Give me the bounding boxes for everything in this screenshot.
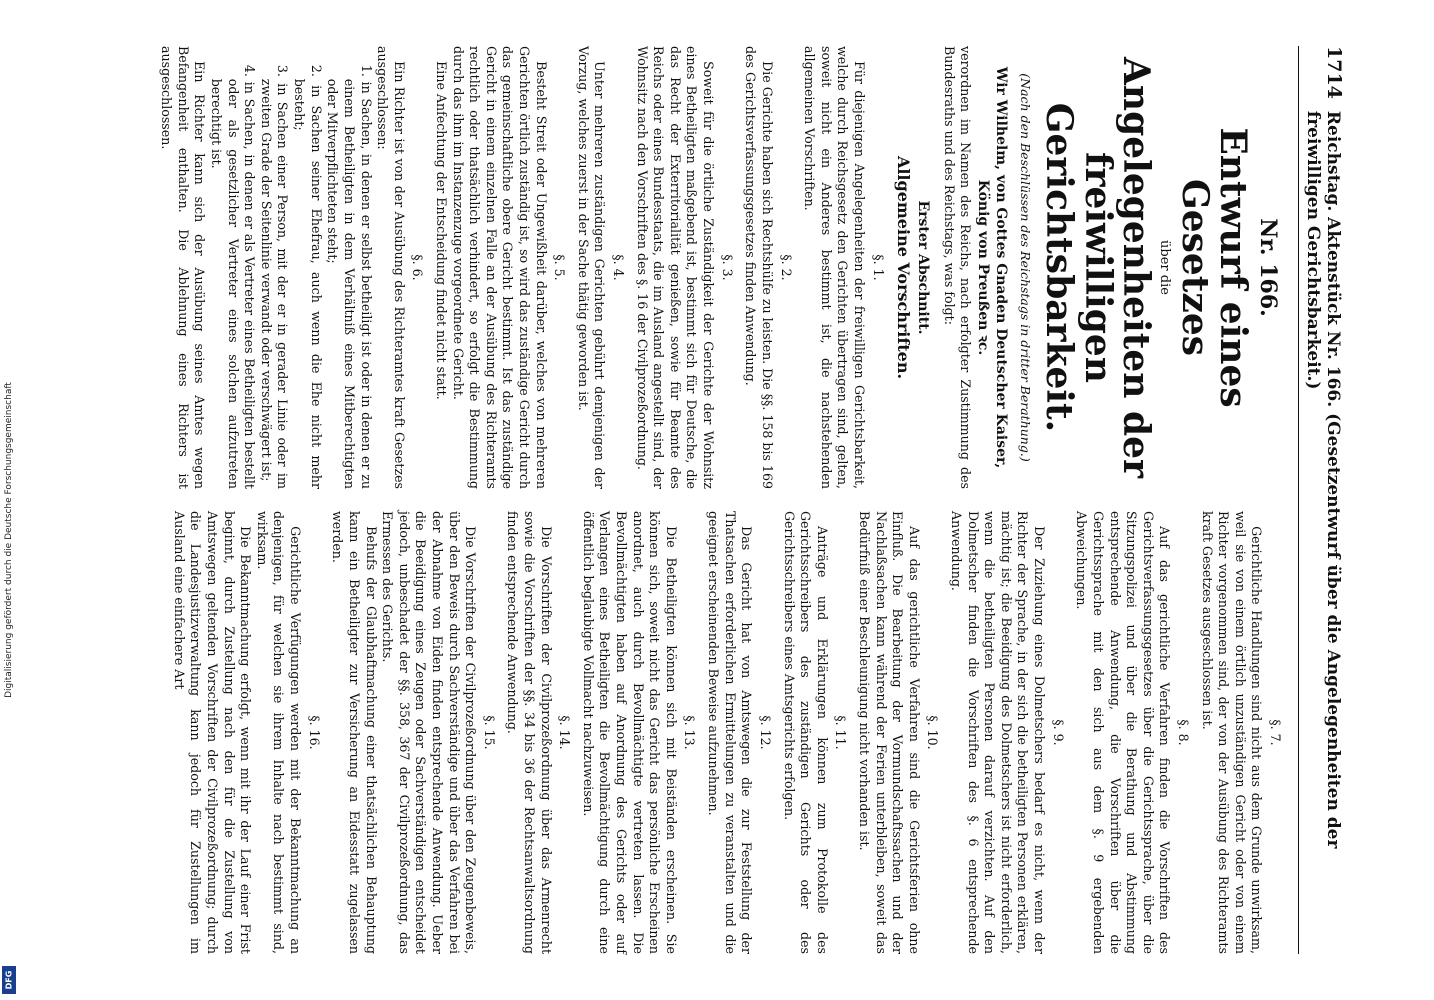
paragraph-text: Die Vorschriften der Civilprozeßordnung über das Armenrecht sowie die Vorschriften der §§. 34 bis 36 der Rechtsanwaltsordnung finden entsprechende Anwendung. xyxy=(505,511,554,954)
paragraph-text: Die Gerichte haben sich Rechtshülfe zu leisten. Die §§. 158 bis 169 des Gerichtsverfassungsgesetzes finden Anwendung. xyxy=(743,46,775,489)
dfg-logo-text: DFG xyxy=(4,970,14,990)
text-columns xyxy=(158,46,1290,954)
list-item: 4. in Sachen, in denen er als Vertreter eines Betheiligten bestellt oder als gesetzlicher Vertreter eines solchen aufzutreten berechtigt ist. xyxy=(209,64,258,489)
paragraph-number: §. 15. xyxy=(481,715,497,750)
paragraph-text: Gerichtliche Handlungen sind nicht aus dem Grunde unwirksam, weil sie von einem örtlich unzuständigen Gericht oder von einem Richter vorgenommen sind, der von der Ausübung des Richteramts kraft Gesetzes ausgeschlossen ist. xyxy=(1199,511,1265,954)
paragraph-text: Unter mehreren zuständigen Gerichten gebührt demjenigen der Vorzug, welches zuerst in der Sache thätig geworden ist. xyxy=(575,46,608,489)
section-heading: Erster Abschnitt. xyxy=(915,200,932,335)
list-item: 3. in Sachen einer Person, mit der er in gerader Linie oder im zweiten Grade der Seitenlinie verwandt oder verschwägert ist; xyxy=(258,64,291,489)
paragraph-number: §. 11. xyxy=(833,715,849,750)
digitization-credit: Digitalisierung gefördert durch die Deutsche Forschungsgemeinschaft xyxy=(4,382,14,698)
paragraph-number: §. 5. xyxy=(552,254,568,281)
paragraph-text: Behufs der Glaubhaftmachung einer thatsächlichen Behauptung kann ein Betheiligter zur Versicherung an Eidesstatt zugelassen werden. xyxy=(330,511,379,954)
paragraph-text: Ein Richter ist von der Ausübung des Richteramtes kraft Gesetzes ausgeschlossen: xyxy=(375,46,407,489)
exclusion-list xyxy=(207,46,373,489)
running-header xyxy=(1298,46,1345,954)
decree-line2: König von Preußen ꝛc. xyxy=(974,179,991,356)
paragraph-text: Soweit für die örtliche Zuständigkeit der Gerichte der Wohnsitz eines Betheiligten maßgebend ist, bestimmt sich für Deutsche, die das Recht der Exterritorialität genießen, sowie für Beamte des Reichs oder eines Bundesstaats, die im Ausland angestellt sind, der Wohnsitz nach den Vorschriften des §. 16 der Civilprozeßordnung. xyxy=(634,46,717,489)
page-number: 1714 xyxy=(1323,46,1345,99)
paragraph-text: Das Gericht hat von Amtswegen die zur Feststellung der Thatsachen erforderlichen Ermittelungen zu veranstalten und die geeignet erscheinenden Beweise aufzunehmen. xyxy=(706,511,755,954)
right-column xyxy=(158,511,1290,954)
paragraph-number: §. 2. xyxy=(778,254,794,281)
paragraph-text: Die Vorschriften der Civilprozeßordnung über den Zeugenbeweis, über den Beweis durch Sachverständige und über das Verfahren bei der Abnahme von Eiden finden entsprechende Anwendung. Ueber die Beeidigung eines Zeugen oder Sachverständigen entscheidet jedoch, unbeschadet der §§. 358, 367 der Civilprozeßordnung, das Ermessen des Gerichts. xyxy=(380,511,479,954)
section-subheading: Allgemeine Vorschriften. xyxy=(893,155,913,380)
left-column xyxy=(158,46,1290,489)
document-title-line2: Angelegenheiten der freiwilligen xyxy=(1077,56,1158,479)
paragraph-text: Besteht Streit oder Ungewißheit darüber, welches von mehreren Gerichten örtlich zuständig ist, so wird das zuständige Gericht durch das gemeinschaftliche obere Gericht bestimmt. Ist das zuständige Gericht in einem einzelnen Falle an der Ausübung des Richteramts rechtlich oder thatsächlich verhindert, so erfolgt die Bestimmung durch das ihm im Instanzenzuge vorgeordnete Gericht. xyxy=(450,46,549,489)
document-title-ueber: über die xyxy=(1157,240,1173,295)
paragraph-number: §. 3. xyxy=(719,254,735,281)
decree-rest: von Gottes Gnaden Deutscher Kaiser, xyxy=(993,169,1010,469)
paragraph-number: §. 4. xyxy=(611,254,627,281)
paragraph-number: §. 16. xyxy=(306,715,322,750)
dfg-logo xyxy=(2,966,16,994)
decree-body: verordnen im Namen des Reichs, nach erfolgter Zustimmung des Bundesraths und des Reichstags, was folgt: xyxy=(941,46,974,489)
paragraph-number: §. 6. xyxy=(410,254,426,281)
document-title-line3: Gerichtsbarkeit. xyxy=(1037,102,1080,433)
side-caption xyxy=(0,0,18,1000)
document-subtitle: (Nach den Beschlüssen des Reichstags in dritter Berathung.) xyxy=(1017,73,1033,462)
paragraph-number: §. 1. xyxy=(870,254,886,281)
paragraph-number: §. 12. xyxy=(757,715,773,750)
paragraph-number: §. 10. xyxy=(925,715,941,750)
paragraph-text: Auf das gerichtliche Verfahren finden die Vorschriften des Gerichtsverfassungsgesetzes über die Gerichtssprache, über die Sitzungspolizei und über die Berathung und Abstimmung entsprechende Anwendung, die Vorschriften über die Gerichtssprache mit den sich aus dem §. 9 ergebenden Abweichungen. xyxy=(1074,511,1173,954)
paragraph-text: Ein Richter kann sich der Ausübung seines Amtes wegen Befangenheit enthalten. Die Ablehnung eines Richters ist ausgeschlossen. xyxy=(159,46,208,489)
paragraph-number: §. 8. xyxy=(1175,719,1191,746)
paragraph-text: Die Betheiligten können sich mit Beiständen erscheinen. Sie können sich, soweit nicht das Gericht das persönliche Erscheinen anordnet, auch durch Bevollmächtigte vertreten lassen. Die Bevollmächtigten haben auf Anordnung des Gerichts oder auf Verlangen eines Betheiligten die Bevollmächtigung durch eine öffentlich beglaubigte Vollmacht nachzuweisen. xyxy=(580,511,679,954)
paragraph-text: Eine Anfechtung der Entscheidung findet nicht statt. xyxy=(433,61,449,400)
paragraph-text: Gerichtliche Verfügungen werden mit der Bekanntmachung an denjenigen, für welchen sie ihrem Inhalte nach bestimmt sind, wirksam. xyxy=(254,511,304,954)
paragraph-text: Anträge und Erklärungen können zum Protokolle des Gerichtsschreibers des zuständigen Gerichts oder des Gerichtsschreibers eines Amtsgerichts erfolgen. xyxy=(781,511,830,954)
running-title: Reichstag. Aktenstück Nr. 166. (Gesetzentwurf über die Angelegenheiten der freiwilligen Gerichtsbarkeit.) xyxy=(1303,110,1343,849)
paragraph-text: Die Bekanntmachung erfolgt, wenn mit ihr der Lauf einer Frist beginnt, durch Zustellung nach den für die Zustellung von Amtswegen geltenden Vorschriften der Civilprozeßordnung; durch die Landesjustizverwaltung kann jedoch für Zustellungen im Ausland eine einfachere Art xyxy=(171,511,254,954)
list-item: 1. in Sachen, in denen er selbst betheiligt ist oder in denen er zu einem Betheiligten in dem Verhältniß eines Mitberechtigten oder Mitverpflichteten steht; xyxy=(325,64,374,489)
paragraph-number: §. 9. xyxy=(1050,719,1066,746)
list-item: 2. in Sachen seiner Ehefrau, auch wenn die Ehe nicht mehr besteht; xyxy=(292,64,324,489)
document-number: Nr. 166. xyxy=(1255,218,1281,317)
paragraph-text: Der Zuziehung eines Dolmetschers bedarf es nicht, wenn der Richter der Sprache, in der sich die betheiligten Personen erklären, mächtig ist; die Beeidigung des Dolmetschers ist nicht erforderlich, wenn die betheiligten Personen darauf verzichten. Auf den Dolmetscher finden die Vorschriften des §. 6 entsprechende Anwendung. xyxy=(949,511,1048,954)
paragraph-number: §. 7. xyxy=(1268,719,1283,746)
paragraph-number: §. 13. xyxy=(682,715,698,750)
decree-heading xyxy=(992,46,1010,489)
paragraph-text: Für diejenigen Angelegenheiten der freiwilligen Gerichtsbarkeit, welche durch Reichsgesetz den Gerichten übertragen sind, gelten, soweit nicht ein Anderes bestimmt ist, die nachstehenden allgemeinen Vorschriften. xyxy=(802,46,867,489)
document-page xyxy=(67,20,1367,980)
document-title-line1: Entwurf eines Gesetzes xyxy=(1174,127,1254,408)
paragraph-text: Auf das gerichtliche Verfahren sind die Gerichtsferien ohne Einfluß. Die Bearbeitung der Vormundschaftssachen und der Nachlaßsachen kann während der Ferien unterbleiben, soweit das Bedürfniß einer Beschleunigung nicht vorhanden ist. xyxy=(856,511,922,954)
decree-name: Wir Wilhelm, xyxy=(993,66,1010,170)
paragraph-number: §. 14. xyxy=(557,715,573,750)
